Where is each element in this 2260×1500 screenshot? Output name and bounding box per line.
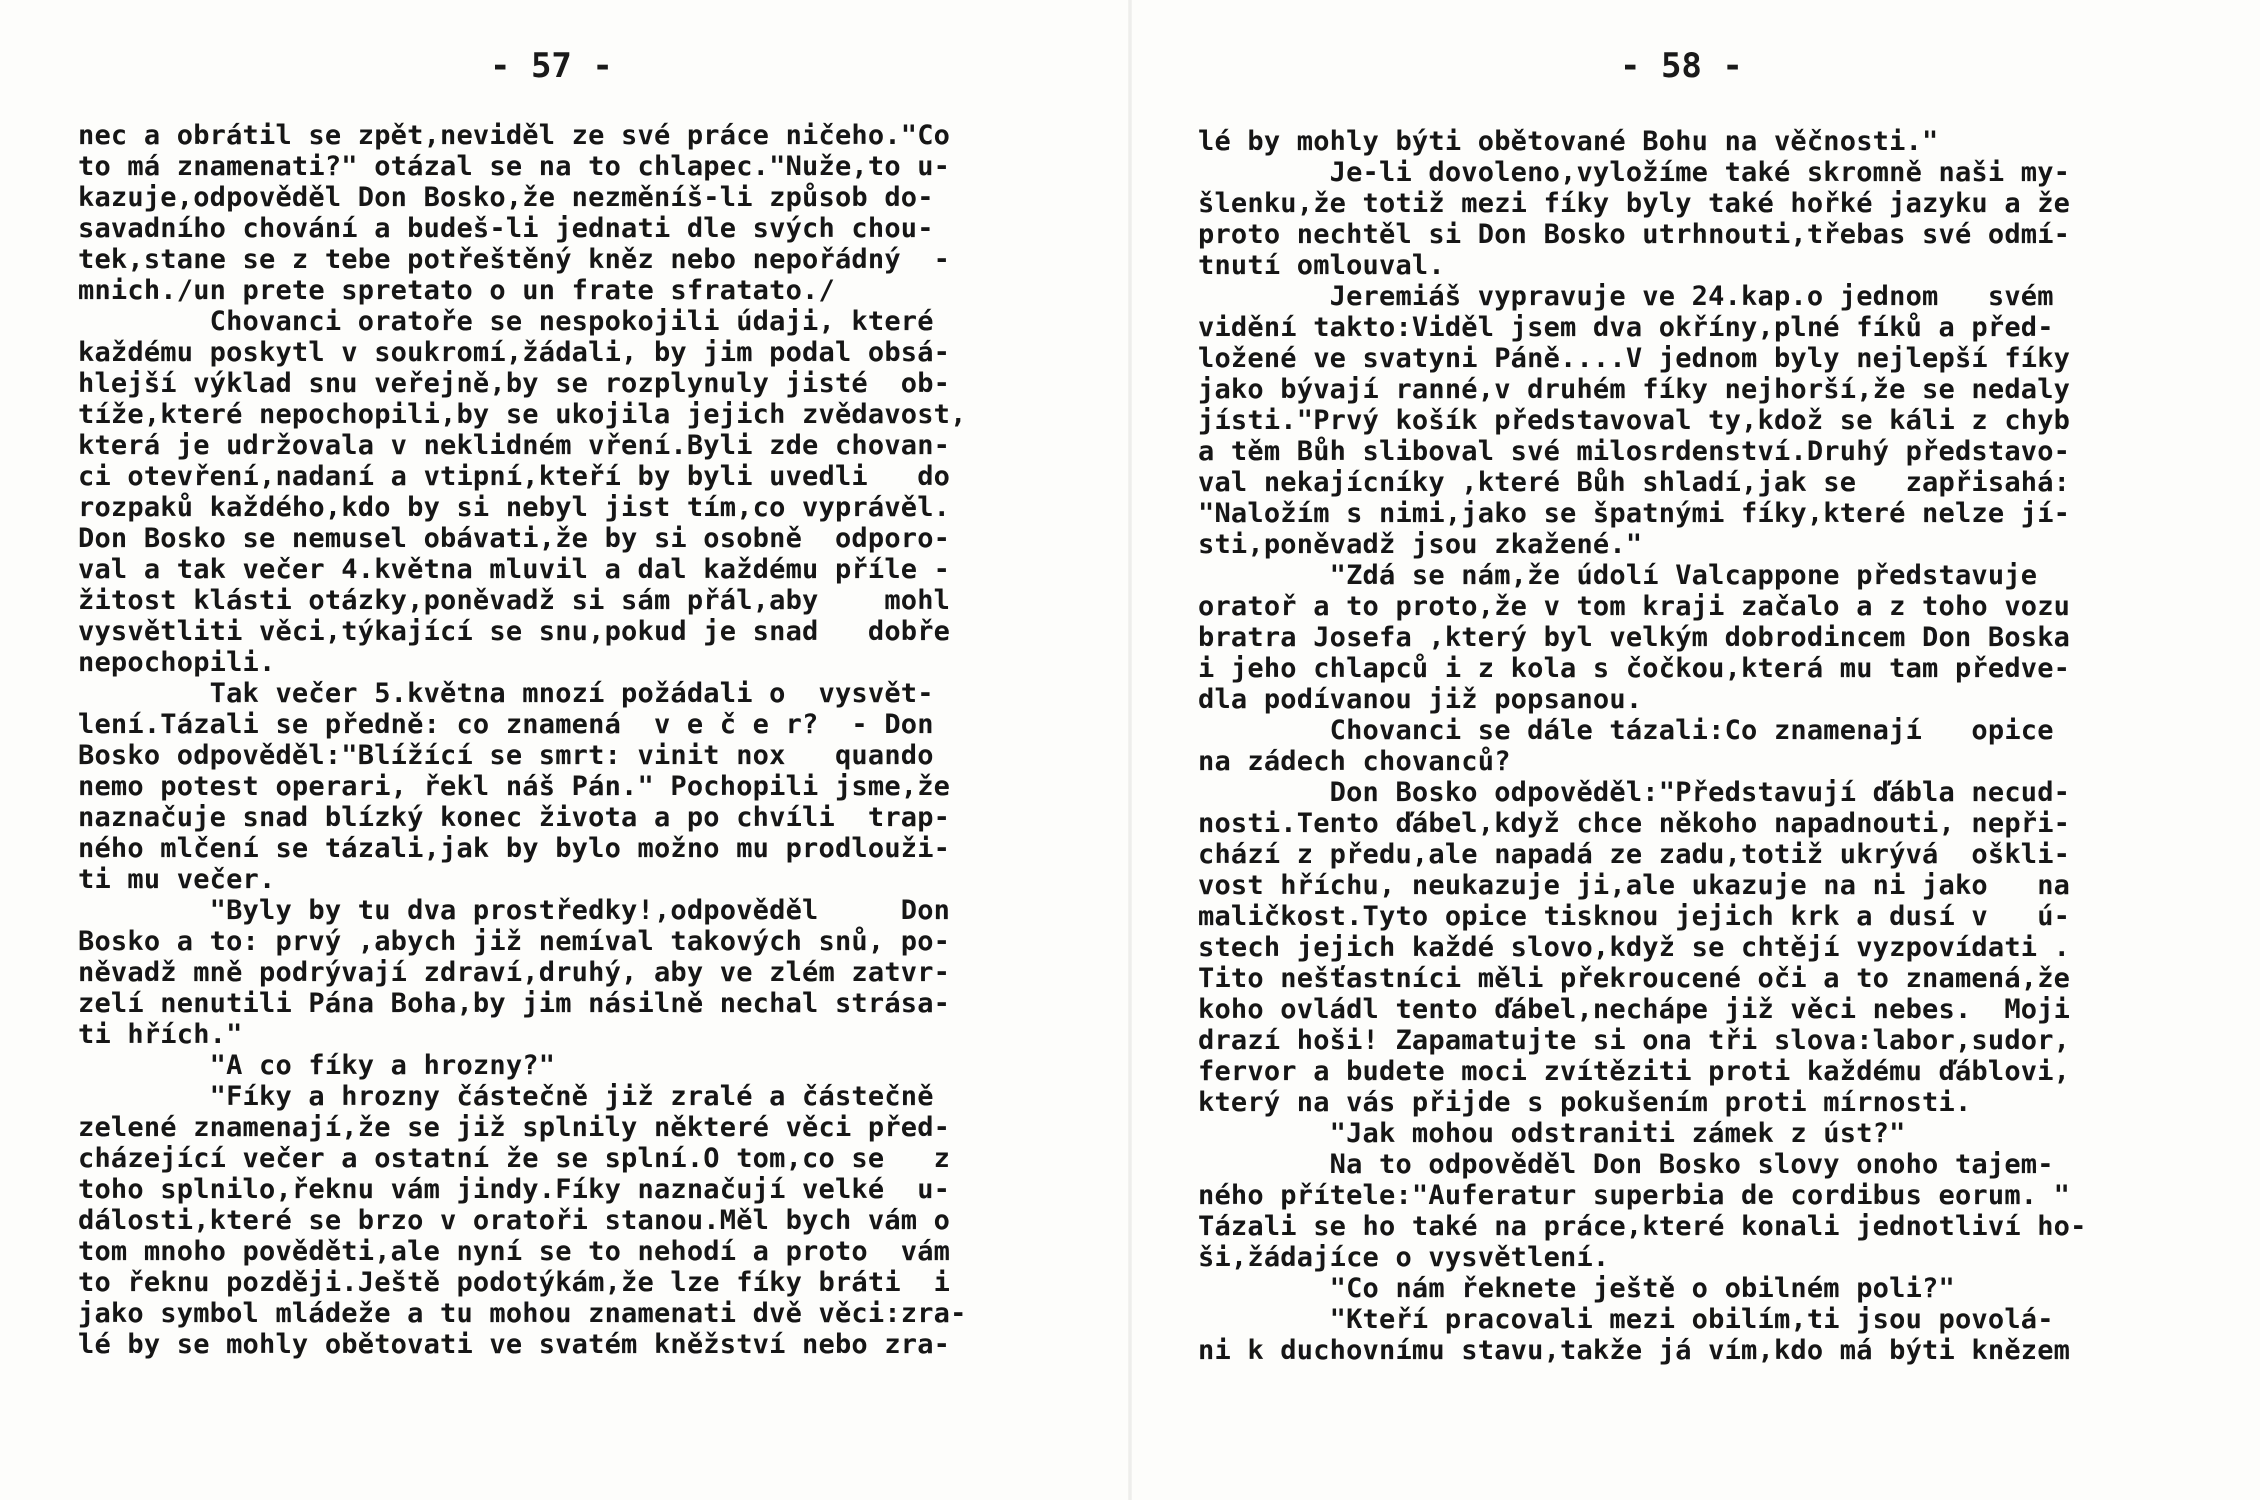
text-line: rozpaků každého,kdo by si nebyl jist tím,co vyprávěl. — [78, 492, 951, 523]
text-line: kazuje,odpověděl Don Bosko,že nezměníš-li způsob do- — [78, 182, 934, 213]
text-line: vysvětliti věci,týkající se snu,pokud je snad dobře — [78, 616, 951, 647]
text-line: toho splnilo,řeknu vám jindy.Fíky naznačují velké u- — [78, 1174, 951, 1205]
text-line: jako symbol mládeže a tu mohou znamenati dvě věci:zra- — [78, 1298, 967, 1329]
text-line: i jeho chlapců i z kola s čočkou,která mu tam předve- — [1198, 653, 2071, 684]
text-line: ného přítele:"Auferatur superbia de cordibus eorum. " — [1198, 1180, 2071, 1211]
text-line: ci otevření,nadaní a vtipní,kteří by byli uvedli do — [78, 461, 951, 492]
text-line: ložené ve svatyni Páně....V jednom byly nejlepší fíky — [1198, 343, 2071, 374]
text-line: každému poskytl v soukromí,žádali, by jim podal obsá- — [78, 337, 951, 368]
text-line: "Co nám řeknete ještě o obilném poli?" — [1198, 1273, 1955, 1304]
text-line: Chovanci se dále tázali:Co znamenají opice — [1198, 715, 2054, 746]
text-line: fervor a budete moci zvítěziti proti každému ďáblovi, — [1198, 1056, 2071, 1087]
text-line: dla podívanou již popsanou. — [1198, 684, 1643, 715]
text-line: naznačuje snad blízký konec života a po chvíli trap- — [78, 802, 951, 833]
text-line: dálosti,které se brzo v oratoři stanou.Měl bych vám o — [78, 1205, 951, 1236]
text-line: Tito nešťastníci měli překroucené oči a to znamená,že — [1198, 963, 2071, 994]
text-line: nec a obrátil se zpět,neviděl ze své práce ničeho."Co — [78, 120, 951, 151]
text-line: cházející večer a ostatní že se splní.O tom,co se z — [78, 1143, 951, 1174]
text-line: "Jak mohou odstraniti zámek z úst?" — [1198, 1118, 1906, 1149]
text-line: Bosko odpověděl:"Blížící se smrt: vinit nox quando — [78, 740, 934, 771]
text-line: lé by se mohly obětovati ve svatém kněžství nebo zra- — [78, 1329, 951, 1360]
text-line: sti,poněvadž jsou zkažené." — [1198, 529, 1643, 560]
text-line: jako bývají ranné,v druhém fíky nejhorší,že se nedaly — [1198, 374, 2071, 405]
text-line: šlenku,že totiž mezi fíky byly také hořké jazyku a že — [1198, 188, 2071, 219]
text-line: to řeknu později.Ještě podotýkám,že lze fíky bráti i — [78, 1267, 951, 1298]
text-line: Don Bosko se nemusel obávati,že by si osobně odporo- — [78, 523, 951, 554]
text-line: "Kteří pracovali mezi obilím,ti jsou povolá- — [1198, 1304, 2054, 1335]
text-line: Na to odpověděl Don Bosko slovy onoho tajem- — [1198, 1149, 2054, 1180]
left-page — [20, 0, 1120, 1500]
text-line: a těm Bůh sliboval své milosrdenství.Druhý představo- — [1198, 436, 2071, 467]
text-line: ši,žádajíce o vysvětlení. — [1198, 1242, 1610, 1273]
text-line: tíže,které nepochopili,by se ukojila jejich zvědavost, — [78, 399, 967, 430]
text-line: Tak večer 5.května mnozí požádali o vysvět- — [78, 678, 934, 709]
text-line: "A co fíky a hrozny?" — [78, 1050, 556, 1081]
page-number-right: - 58 - — [1620, 46, 1743, 86]
text-line: val a tak večer 4.května mluvil a dal každému příle - — [78, 554, 951, 585]
text-line: který na vás přijde s pokušením proti mírnosti. — [1198, 1087, 1972, 1118]
text-line: stech jejich každé slovo,když se chtějí vyzpovídati . — [1198, 932, 2071, 963]
text-line: Je-li dovoleno,vyložíme také skromně naši my- — [1198, 157, 2071, 188]
text-line: jísti."Prvý košík představoval ty,kdož se káli z chyb — [1198, 405, 2071, 436]
text-line: něvadž mně podrývají zdraví,druhý, aby ve zlém zatvr- — [78, 957, 951, 988]
text-line: tek,stane se z tebe potřeštěný kněz nebo nepořádný - — [78, 244, 951, 275]
text-line: ti mu večer. — [78, 864, 276, 895]
text-line: Jeremiáš vypravuje ve 24.kap.o jednom svém — [1198, 281, 2054, 312]
text-line: lení.Tázali se předně: co znamená v e č e r? - Don — [78, 709, 934, 740]
text-line: lé by mohly býti obětované Bohu na věčnosti." — [1198, 126, 1939, 157]
text-line: Tázali se ho také na práce,které konali jednotliví ho- — [1198, 1211, 2087, 1242]
text-line: která je udržovala v neklidném vření.Byli zde chovan- — [78, 430, 951, 461]
text-line: savadního chování a budeš-li jednati dle svých chou- — [78, 213, 934, 244]
text-line: žitost klásti otázky,poněvadž si sám přál,aby mohl — [78, 585, 951, 616]
text-line: na zádech chovanců? — [1198, 746, 1511, 777]
text-line: mnich./un prete spretato o un frate sfratato./ — [78, 275, 835, 306]
text-line: chází z předu,ale napadá ze zadu,totiž ukrývá oškli- — [1198, 839, 2071, 870]
text-line: Don Bosko odpověděl:"Představují ďábla necud- — [1198, 777, 2071, 808]
text-line: Bosko a to: prvý ,abych již nemíval takových snů, po- — [78, 926, 951, 957]
text-line: ti hřích." — [78, 1019, 243, 1050]
text-line: koho ovládl tento ďábel,nechápe již věci nebes. Moji — [1198, 994, 2071, 1025]
text-line: Chovanci oratoře se nespokojili údaji, které — [78, 306, 934, 337]
text-line: bratra Josefa ,který byl velkým dobrodincem Don Boska — [1198, 622, 2071, 653]
text-line: vidění takto:Viděl jsem dva okříny,plné fíků a před- — [1198, 312, 2054, 343]
text-line: vost hříchu, neukazuje ji,ale ukazuje na ni jako na — [1198, 870, 2071, 901]
text-line: zelené znamenají,že se již splnily některé věci před- — [78, 1112, 951, 1143]
text-line: ného mlčení se tázali,jak by bylo možno mu prodlouži- — [78, 833, 951, 864]
text-line: hlejší výklad snu veřejně,by se rozplynuly jisté ob- — [78, 368, 951, 399]
book-gutter — [1128, 0, 1132, 1500]
text-line: nosti.Tento ďábel,když chce někoho napadnouti, nepři- — [1198, 808, 2071, 839]
text-line: tom mnoho pověděti,ale nyní se to nehodí a proto vám — [78, 1236, 951, 1267]
text-line: drazí hoši! Zapamatujte si ona tři slova:labor,sudor, — [1198, 1025, 2071, 1056]
text-line: "Byly by tu dva prostředky!,odpověděl Don — [78, 895, 951, 926]
text-line: proto nechtěl si Don Bosko utrhnouti,třebas své odmí- — [1198, 219, 2071, 250]
text-line: "Naložím s nimi,jako se špatnými fíky,které nelze jí- — [1198, 498, 2071, 529]
text-line: nemo potest operari, řekl náš Pán." Pochopili jsme,že — [78, 771, 951, 802]
text-line: oratoř a to proto,že v tom kraji začalo a z toho vozu — [1198, 591, 2071, 622]
text-line: maličkost.Tyto opice tisknou jejich krk a dusí v ú- — [1198, 901, 2071, 932]
text-line: val nekajícníky ,které Bůh shladí,jak se zapřisahá: — [1198, 467, 2071, 498]
text-line: nepochopili. — [78, 647, 276, 678]
text-line: "Zdá se nám,že údolí Valcappone představuje — [1198, 560, 2038, 591]
text-line: to má znamenati?" otázal se na to chlapec."Nuže,to u- — [78, 151, 951, 182]
left-page-text — [78, 120, 1118, 1360]
right-page — [1150, 0, 2250, 1500]
page-number-left: - 57 - — [490, 46, 613, 86]
text-line: zelí nenutili Pána Boha,by jim násilně nechal strása- — [78, 988, 951, 1019]
right-page-text — [1198, 126, 2238, 1366]
text-line: "Fíky a hrozny částečně již zralé a částečně — [78, 1081, 934, 1112]
text-line: ni k duchovnímu stavu,takže já vím,kdo má býti knězem — [1198, 1335, 2071, 1366]
text-line: tnutí omlouval. — [1198, 250, 1445, 281]
